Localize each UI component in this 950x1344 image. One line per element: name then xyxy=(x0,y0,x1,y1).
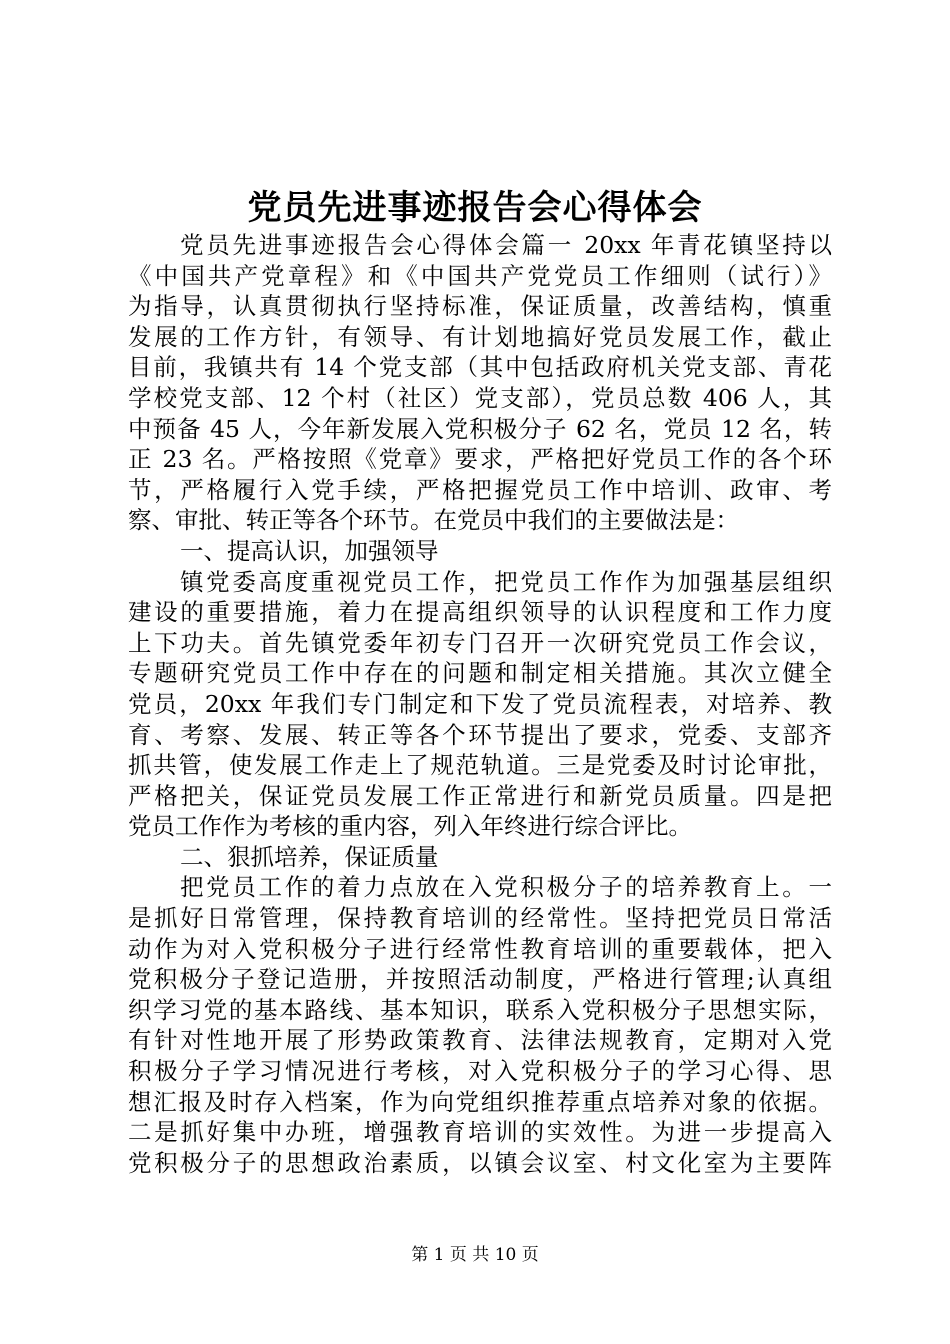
text-line: 织学习党的基本路线、基本知识，联系入党积极分子思想实际， xyxy=(128,995,832,1024)
text-line: 镇党委高度重视党员工作，把党员工作作为加强基层组织 xyxy=(180,567,832,596)
text-line: 建设的重要措施，着力在提高组织领导的认识程度和工作力度 xyxy=(128,598,832,627)
text-line: 《中国共产党章程》和《中国共产党党员工作细则（试行）》 xyxy=(128,261,832,290)
text-line: 正 23 名。严格按照《党章》要求，严格把好党员工作的各个环 xyxy=(128,445,832,474)
document-body xyxy=(128,230,832,1178)
text-line: 节，严格履行入党手续，严格把握党员工作中培训、政审、考 xyxy=(128,475,832,504)
text-line: 党员先进事迹报告会心得体会篇一 20xx 年青花镇坚持以 xyxy=(180,231,832,259)
text-line: 发展的工作方针，有领导、有计划地搞好党员发展工作，截止 xyxy=(128,322,832,351)
section-heading: 二、狠抓培养，保证质量 xyxy=(180,842,439,871)
text-line: 有针对性地开展了形势政策教育、法律法规教育，定期对入党 xyxy=(128,1026,832,1055)
text-line: 动作为对入党积极分子进行经常性教育培训的重要载体，把入 xyxy=(128,934,832,963)
text-line: 学校党支部、12 个村（社区）党支部），党员总数 406 人，其 xyxy=(128,383,832,412)
text-line: 严格把关，保证党员发展工作正常进行和新党员质量。四是把 xyxy=(128,781,832,810)
text-line: 把党员工作的着力点放在入党积极分子的培养教育上。一 xyxy=(180,873,832,902)
text-line: 为指导，认真贯彻执行坚持标准，保证质量，改善结构，慎重 xyxy=(128,292,832,321)
text-line: 抓共管，使发展工作走上了规范轨道。三是党委及时讨论审批， xyxy=(128,751,832,780)
text-line: 党积极分子的思想政治素质，以镇会议室、村文化室为主要阵 xyxy=(128,1148,832,1177)
text-line: 二是抓好集中办班，增强教育培训的实效性。为进一步提高入 xyxy=(128,1118,832,1147)
text-line: 察、审批、转正等各个环节。在党员中我们的主要做法是： xyxy=(128,506,739,535)
section-heading: 一、提高认识，加强领导 xyxy=(180,536,439,565)
page-footer: 第 1 页 共 10 页 xyxy=(411,1245,539,1265)
text-line: 目前，我镇共有 14 个党支部（其中包括政府机关党支部、青花 xyxy=(128,353,832,382)
text-line: 想汇报及时存入档案，作为向党组织推荐重点培养对象的依据。 xyxy=(128,1087,832,1116)
text-line: 党员工作作为考核的重内容，列入年终进行综合评比。 xyxy=(128,812,692,841)
text-line: 专题研究党员工作中存在的问题和制定相关措施。其次立健全 xyxy=(128,659,832,688)
text-line: 育、考察、发展、转正等各个环节提出了要求，党委、支部齐 xyxy=(128,720,832,749)
document-title: 党员先进事迹报告会心得体会 xyxy=(247,188,703,228)
text-line: 党员，20xx 年我们专门制定和下发了党员流程表，对培养、教 xyxy=(128,689,832,718)
text-line: 是抓好日常管理，保持教育培训的经常性。坚持把党员日常活 xyxy=(128,904,832,933)
text-line: 党积极分子登记造册，并按照活动制度，严格进行管理;认真组 xyxy=(128,965,832,994)
text-line: 中预备 45 人，今年新发展入党积极分子 62 名，党员 12 名，转 xyxy=(128,414,832,443)
text-line: 上下功夫。首先镇党委年初专门召开一次研究党员工作会议， xyxy=(128,628,832,657)
text-line: 积极分子学习情况进行考核，对入党积极分子的学习心得、思 xyxy=(128,1057,832,1086)
